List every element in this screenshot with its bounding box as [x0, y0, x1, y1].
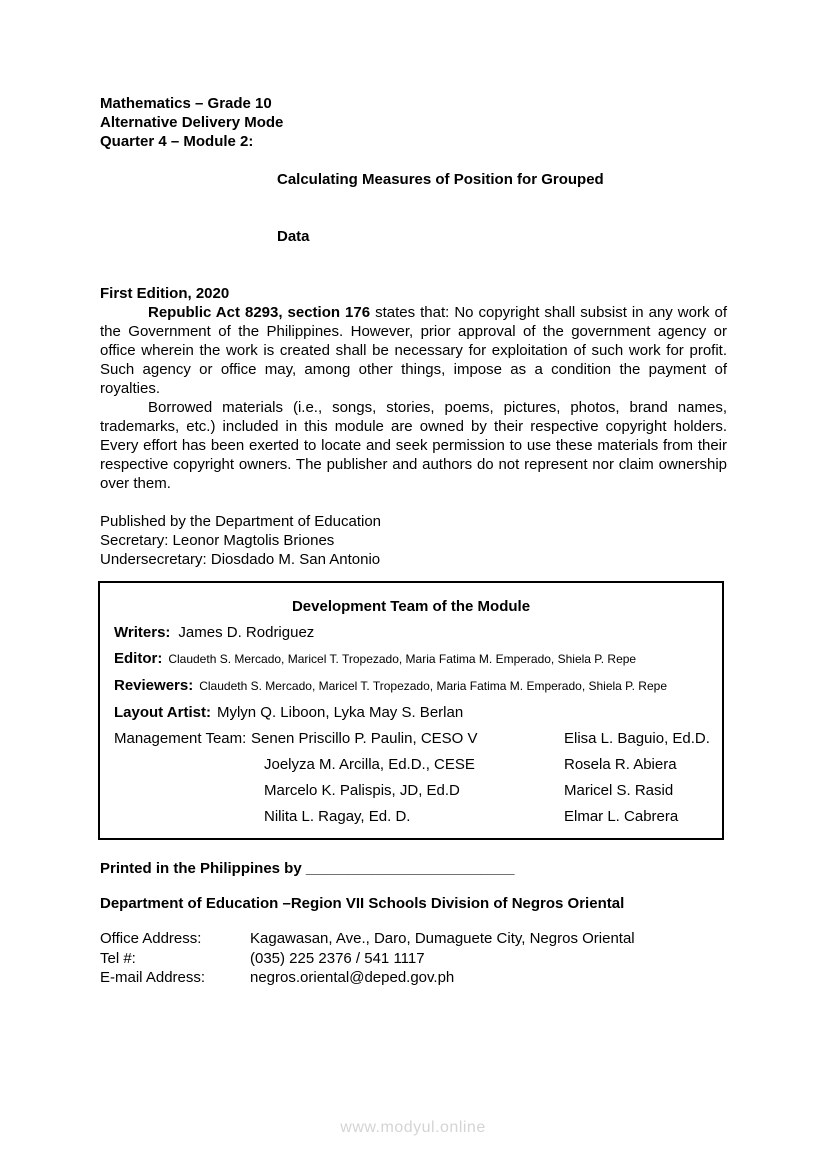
delivery-mode-line: Alternative Delivery Mode [100, 114, 284, 131]
management-member: Marcelo K. Palispis, JD, Ed.D [264, 782, 460, 799]
management-member: Elisa L. Baguio, Ed.D. [564, 730, 710, 747]
published-by-line: Published by the Department of Education [100, 513, 382, 530]
email-label: E-mail Address: [100, 969, 206, 986]
writers-label: Writers: [114, 624, 171, 641]
module-title-line [100, 132, 727, 284]
division-line: Department of Education –Region VII Schools Division of Negros Oriental [100, 895, 625, 912]
contact-block [100, 929, 727, 988]
subject-grade-line: Mathematics – Grade 10 [100, 95, 272, 112]
editor-label: Editor: [114, 650, 163, 667]
copyright-text: states that: No copyright shall subsist in any work of the Government of the Philippines. However, prior approval of the government agency or office wherein the work is created shall be necessary for exploitation of such work for profit. Such agency or office may, among other things, impose as a condition the payment of royalties. [100, 304, 727, 397]
reviewers-label: Reviewers: [114, 677, 194, 694]
management-label-spacer [114, 807, 251, 826]
undersecretary-line: Undersecretary: Diosdado M. San Antonio [100, 551, 381, 568]
editor-row [114, 649, 708, 669]
layout-artist-label: Layout Artist: [114, 704, 211, 721]
module-title-part2: Data [277, 228, 310, 245]
management-team-label: Management Team: [114, 730, 247, 747]
printed-in-line [100, 859, 727, 878]
telephone-label: Tel #: [100, 949, 136, 967]
secretary-line: Secretary: Leonor Magtolis Briones [100, 532, 335, 549]
reviewers-row [114, 676, 708, 696]
management-member: Elmar L. Cabrera [564, 808, 679, 825]
page-content [100, 94, 727, 988]
office-address-value: Kagawasan, Ave., Daro, Dumaguete City, Negros Oriental [250, 930, 635, 947]
email-value: negros.oriental@deped.gov.ph [250, 969, 455, 986]
development-team-box [98, 581, 724, 840]
layout-artist-row [114, 703, 708, 722]
module-number-label: Quarter 4 – Module 2: [100, 133, 254, 150]
office-address-label: Office Address: [100, 930, 202, 947]
management-member: Rosela R. Abiera [564, 756, 677, 773]
layout-artist-names: Mylyn Q. Liboon, Lyka May S. Berlan [216, 704, 464, 721]
printed-blank-line: _________________________ [305, 860, 515, 877]
management-label-spacer [114, 755, 251, 774]
writers-row [114, 623, 708, 642]
telephone-value: (035) 225 2376 / 541 1117 [250, 949, 425, 967]
publisher-block [100, 512, 727, 569]
edition-line: First Edition, 2020 [100, 285, 230, 302]
management-member: Senen Priscillo P. Paulin, CESO V [251, 730, 478, 747]
module-title [277, 132, 604, 284]
borrowed-materials-paragraph: Borrowed materials (i.e., songs, stories, poems, pictures, photos, brand names, trademarks, etc.) included in this module are owned by their respective copyright holders. Every effort has been exerted to locate and seek permission to use these materials from their respective copyright owners. The publisher and authors do not represent nor claim ownership over them. [100, 399, 727, 492]
watermark: www.modyul.online [340, 1119, 486, 1136]
copyright-paragraph [100, 303, 727, 398]
management-team-grid [114, 729, 708, 833]
management-member: Joelyza M. Arcilla, Ed.D., CESE [264, 756, 475, 773]
reviewers-names: Claudeth S. Mercado, Maricel T. Tropezado, Maria Fatima M. Emperado, Shiela P. Repe [199, 679, 667, 693]
dev-team-title: Development Team of the Module [291, 598, 531, 615]
management-label-spacer [114, 781, 251, 800]
module-title-part1: Calculating Measures of Position for Grouped [277, 171, 604, 188]
management-member: Nilita L. Ragay, Ed. D. [264, 808, 411, 825]
management-member: Maricel S. Rasid [564, 782, 674, 799]
editor-names: Claudeth S. Mercado, Maricel T. Tropezado, Maria Fatima M. Emperado, Shiela P. Repe [168, 652, 637, 666]
printed-in-label: Printed in the Philippines by [100, 860, 306, 877]
title-block [100, 94, 727, 303]
writers-names: James D. Rodriguez [178, 624, 315, 641]
republic-act-bold: Republic Act 8293, section 176 [148, 304, 371, 321]
